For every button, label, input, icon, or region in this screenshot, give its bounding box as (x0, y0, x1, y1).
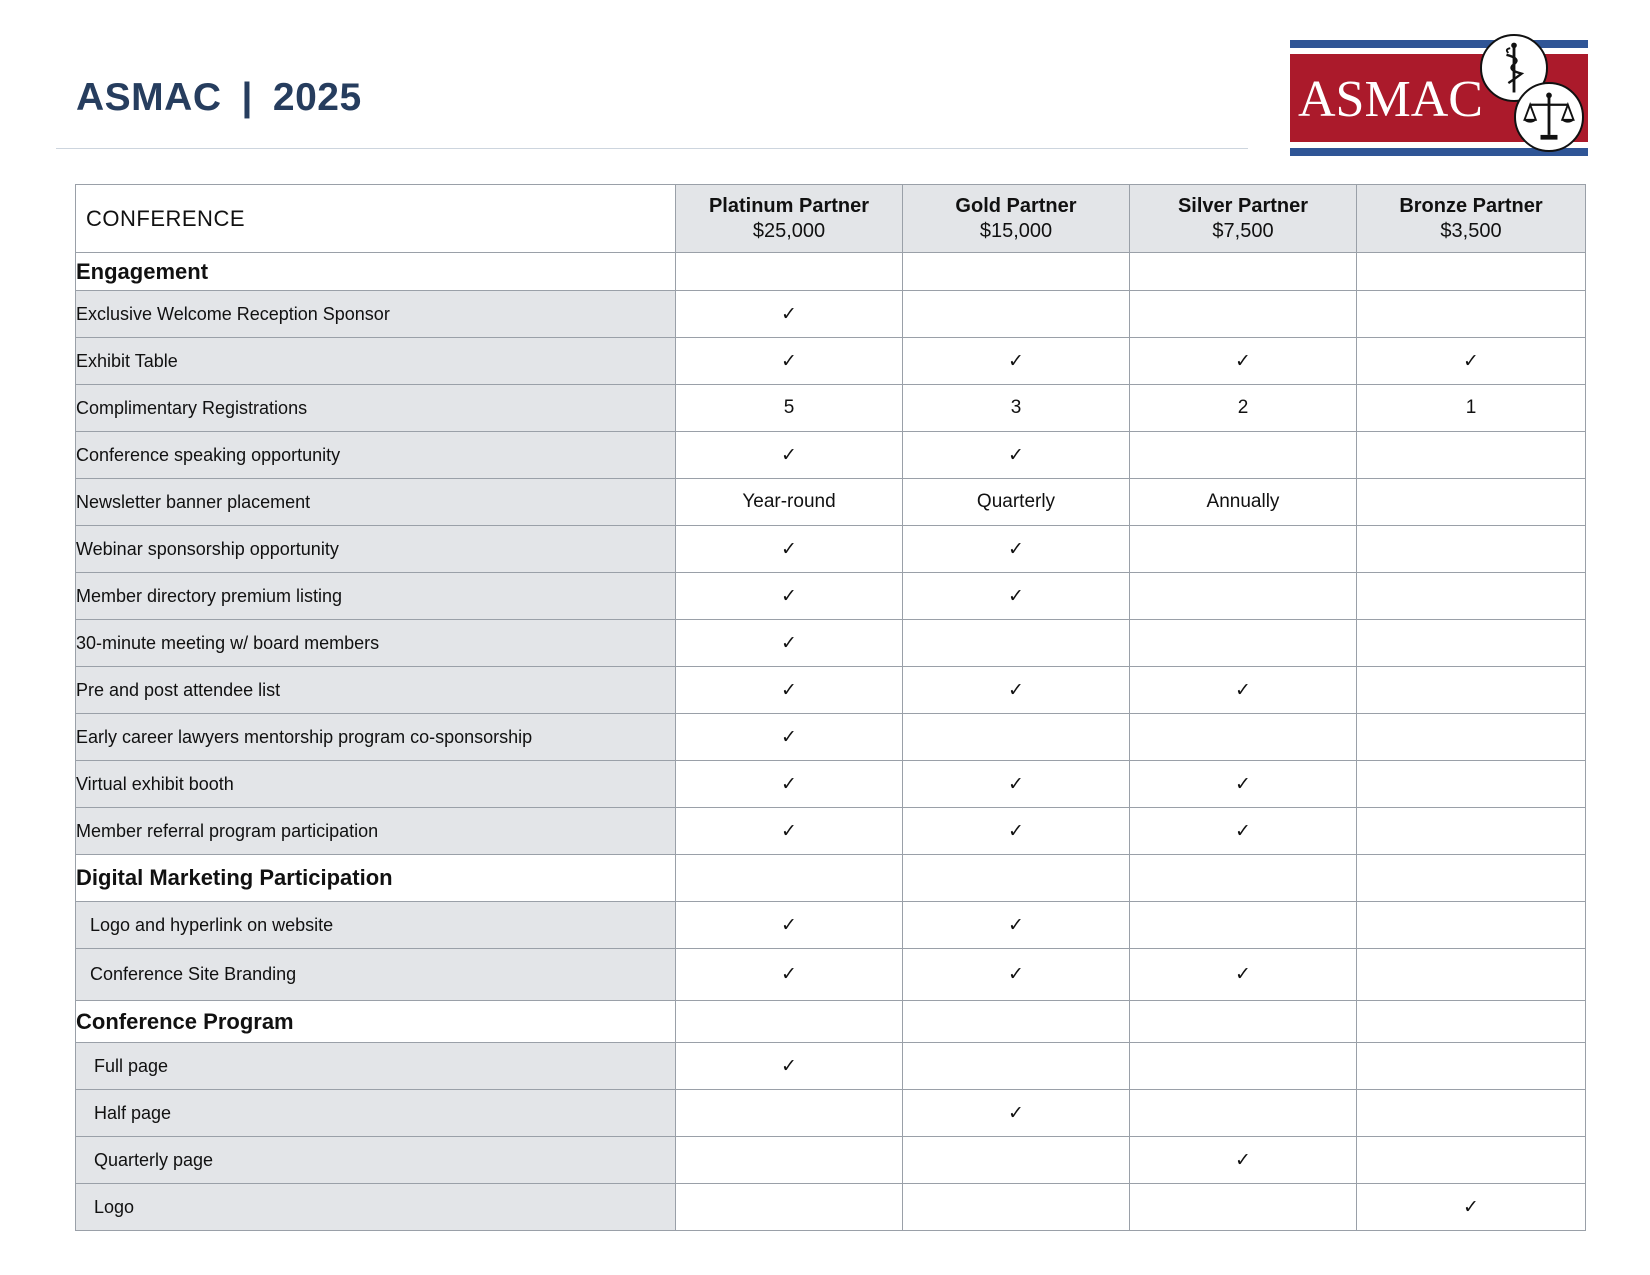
check-icon: ✓ (1008, 913, 1024, 936)
benefit-cell-check (903, 573, 1130, 620)
benefit-label: Member directory premium listing (76, 573, 676, 620)
section-empty-cell (676, 1001, 903, 1043)
table-body (76, 253, 1586, 1231)
check-icon: ✓ (1235, 678, 1251, 701)
benefit-value: Quarterly (976, 491, 1056, 512)
benefit-cell-check (676, 573, 903, 620)
benefit-label: Conference Site Branding (76, 949, 676, 1001)
section-empty-cell (903, 253, 1130, 291)
benefit-cell-value (903, 385, 1130, 432)
tier-price: $25,000 (752, 219, 826, 242)
benefit-label: Pre and post attendee list (76, 667, 676, 714)
asmac-logo (1290, 40, 1588, 157)
benefit-cell-check (676, 338, 903, 385)
benefit-label: Early career lawyers mentorship program co-sponsorship (76, 714, 676, 761)
benefit-cell-check (676, 949, 903, 1001)
table-row (76, 667, 1586, 714)
benefit-cell-empty (903, 1184, 1130, 1231)
benefit-label: Conference speaking opportunity (76, 432, 676, 479)
table-row (76, 761, 1586, 808)
check-icon: ✓ (1008, 963, 1024, 985)
section-empty-cell (1357, 855, 1586, 902)
benefit-cell-check (903, 338, 1130, 385)
check-icon: ✓ (1235, 963, 1251, 985)
check-icon: ✓ (781, 443, 797, 466)
logo-wordmark: ASMAC (1298, 71, 1483, 128)
benefit-cell-check (1130, 949, 1357, 1001)
benefit-label: Logo and hyperlink on website (76, 902, 676, 949)
benefit-cell-value (1130, 385, 1357, 432)
tier-header-gold (903, 185, 1130, 253)
tier-header-platinum (676, 185, 903, 253)
check-icon: ✓ (1008, 678, 1024, 701)
check-icon: ✓ (781, 725, 797, 748)
table-row (76, 1137, 1586, 1184)
benefit-cell-empty (903, 714, 1130, 761)
benefit-label: Logo (76, 1184, 676, 1231)
section-header-row (76, 1001, 1586, 1043)
table-row (76, 573, 1586, 620)
benefit-cell-empty (1357, 902, 1586, 949)
tier-name: Silver Partner (1177, 194, 1309, 217)
tier-name: Bronze Partner (1399, 194, 1543, 217)
benefit-cell-empty (1357, 949, 1586, 1001)
benefit-cell-check (1130, 667, 1357, 714)
benefit-cell-empty (1130, 1090, 1357, 1137)
tier-name: Gold Partner (955, 194, 1077, 217)
check-icon: ✓ (1008, 349, 1024, 372)
page-title (76, 76, 362, 120)
benefit-cell-empty (1357, 573, 1586, 620)
benefit-cell-value (676, 479, 903, 526)
benefit-cell-empty (1357, 1137, 1586, 1184)
check-icon: ✓ (781, 584, 797, 607)
check-icon: ✓ (1235, 819, 1251, 842)
benefit-value: Year-round (742, 491, 836, 512)
benefit-cell-check (1130, 808, 1357, 855)
scales-of-justice-icon (1514, 82, 1584, 152)
check-icon: ✓ (781, 963, 797, 985)
benefit-cell-empty (676, 1090, 903, 1137)
benefit-cell-empty (1130, 1043, 1357, 1090)
benefit-label: Quarterly page (76, 1137, 676, 1184)
section-header-row (76, 253, 1586, 291)
tier-name: Platinum Partner (708, 194, 870, 217)
benefit-cell-check (1130, 1137, 1357, 1184)
tier-price: $7,500 (1212, 219, 1274, 242)
table-row (76, 620, 1586, 667)
table-row (76, 1043, 1586, 1090)
table-header-row (76, 185, 1586, 253)
benefit-label: Exclusive Welcome Reception Sponsor (76, 291, 676, 338)
section-empty-cell (1130, 1001, 1357, 1043)
section-title: Conference Program (76, 1001, 676, 1043)
benefit-label: Member referral program participation (76, 808, 676, 855)
check-icon: ✓ (781, 772, 797, 795)
check-icon: ✓ (1008, 1101, 1024, 1124)
tier-price: $3,500 (1440, 219, 1502, 242)
benefit-cell-empty (1357, 761, 1586, 808)
check-icon: ✓ (781, 678, 797, 701)
benefit-value: 5 (783, 397, 795, 418)
header-divider (56, 148, 1248, 149)
benefit-cell-empty (1357, 526, 1586, 573)
check-icon: ✓ (1235, 349, 1251, 372)
benefit-cell-empty (1357, 432, 1586, 479)
check-icon: ✓ (1463, 1195, 1479, 1218)
benefit-cell-check (903, 432, 1130, 479)
benefit-cell-check (903, 949, 1130, 1001)
table-row (76, 949, 1586, 1001)
benefit-cell-empty (903, 1043, 1130, 1090)
benefit-cell-check (676, 432, 903, 479)
section-empty-cell (903, 1001, 1130, 1043)
benefit-cell-empty (1130, 432, 1357, 479)
benefit-cell-check (1130, 761, 1357, 808)
section-empty-cell (903, 855, 1130, 902)
benefit-cell-value (676, 385, 903, 432)
check-icon: ✓ (1008, 772, 1024, 795)
benefit-cell-empty (1357, 714, 1586, 761)
benefit-cell-empty (1357, 667, 1586, 714)
page-title-year: 2025 (272, 76, 362, 119)
check-icon: ✓ (781, 537, 797, 560)
table-row (76, 1090, 1586, 1137)
benefit-cell-empty (676, 1137, 903, 1184)
benefit-cell-check (676, 714, 903, 761)
section-title: Engagement (76, 253, 676, 291)
benefit-cell-check (676, 902, 903, 949)
benefit-cell-check (903, 667, 1130, 714)
check-icon: ✓ (781, 819, 797, 842)
title-separator: | (241, 76, 253, 119)
section-empty-cell (1130, 855, 1357, 902)
tier-header-silver (1130, 185, 1357, 253)
benefit-cell-empty (1130, 1184, 1357, 1231)
benefit-cell-empty (1357, 808, 1586, 855)
table-row (76, 432, 1586, 479)
check-icon: ✓ (1008, 584, 1024, 607)
benefit-cell-empty (903, 620, 1130, 667)
benefit-cell-check (903, 902, 1130, 949)
tier-price: $15,000 (979, 219, 1053, 242)
benefit-cell-check (1357, 1184, 1586, 1231)
benefit-cell-empty (1130, 620, 1357, 667)
benefit-cell-check (1130, 338, 1357, 385)
tier-header-bronze (1357, 185, 1586, 253)
benefit-cell-empty (1130, 573, 1357, 620)
benefit-cell-check (903, 761, 1130, 808)
check-icon: ✓ (781, 349, 797, 372)
benefit-value: Annually (1206, 491, 1280, 512)
benefit-cell-check (903, 1090, 1130, 1137)
benefit-cell-empty (903, 291, 1130, 338)
section-empty-cell (676, 253, 903, 291)
benefit-label: Exhibit Table (76, 338, 676, 385)
section-empty-cell (1357, 1001, 1586, 1043)
benefit-label: Full page (76, 1043, 676, 1090)
section-empty-cell (1357, 253, 1586, 291)
benefit-cell-value (903, 479, 1130, 526)
benefit-cell-empty (1130, 291, 1357, 338)
benefit-cell-empty (676, 1184, 903, 1231)
table-row (76, 526, 1586, 573)
table-row (76, 902, 1586, 949)
benefit-cell-empty (1130, 526, 1357, 573)
benefit-cell-empty (1357, 1090, 1586, 1137)
benefit-cell-check (676, 1043, 903, 1090)
table-row (76, 714, 1586, 761)
benefit-label: Newsletter banner placement (76, 479, 676, 526)
benefit-label: Half page (76, 1090, 676, 1137)
benefit-label: Complimentary Registrations (76, 385, 676, 432)
check-icon: ✓ (781, 631, 797, 654)
section-header-row (76, 855, 1586, 902)
table-row (76, 385, 1586, 432)
benefit-value: 3 (1010, 397, 1022, 418)
benefit-cell-empty (1357, 291, 1586, 338)
benefit-label: Webinar sponsorship opportunity (76, 526, 676, 573)
table-row (76, 291, 1586, 338)
benefit-label: 30-minute meeting w/ board members (76, 620, 676, 667)
table-row (76, 808, 1586, 855)
corner-label: CONFERENCE (76, 185, 676, 253)
benefit-label: Virtual exhibit booth (76, 761, 676, 808)
table-row (76, 479, 1586, 526)
section-title: Digital Marketing Participation (76, 855, 676, 902)
benefit-cell-check (903, 526, 1130, 573)
benefit-cell-check (676, 291, 903, 338)
benefit-cell-check (903, 808, 1130, 855)
benefit-cell-check (676, 761, 903, 808)
benefit-cell-empty (903, 1137, 1130, 1184)
benefit-cell-empty (1130, 714, 1357, 761)
check-icon: ✓ (1235, 1148, 1251, 1171)
check-icon: ✓ (1008, 443, 1024, 466)
benefit-cell-check (676, 526, 903, 573)
benefit-cell-value (1130, 479, 1357, 526)
check-icon: ✓ (781, 302, 797, 325)
benefit-cell-check (676, 620, 903, 667)
check-icon: ✓ (1463, 349, 1479, 372)
check-icon: ✓ (1235, 772, 1251, 795)
check-icon: ✓ (1008, 537, 1024, 560)
benefit-cell-check (676, 808, 903, 855)
sponsorship-table (75, 184, 1586, 1231)
check-icon: ✓ (781, 1054, 797, 1077)
benefit-value: 2 (1237, 397, 1249, 418)
benefit-cell-empty (1130, 902, 1357, 949)
check-icon: ✓ (781, 913, 797, 936)
benefit-cell-empty (1357, 1043, 1586, 1090)
section-empty-cell (676, 855, 903, 902)
benefit-cell-empty (1357, 620, 1586, 667)
table-row (76, 1184, 1586, 1231)
benefit-cell-empty (1357, 479, 1586, 526)
page-title-org: ASMAC (76, 76, 222, 119)
benefit-cell-value (1357, 385, 1586, 432)
benefit-cell-check (676, 667, 903, 714)
table-row (76, 338, 1586, 385)
section-empty-cell (1130, 253, 1357, 291)
benefit-cell-check (1357, 338, 1586, 385)
benefit-value: 1 (1465, 397, 1477, 418)
check-icon: ✓ (1008, 819, 1024, 842)
